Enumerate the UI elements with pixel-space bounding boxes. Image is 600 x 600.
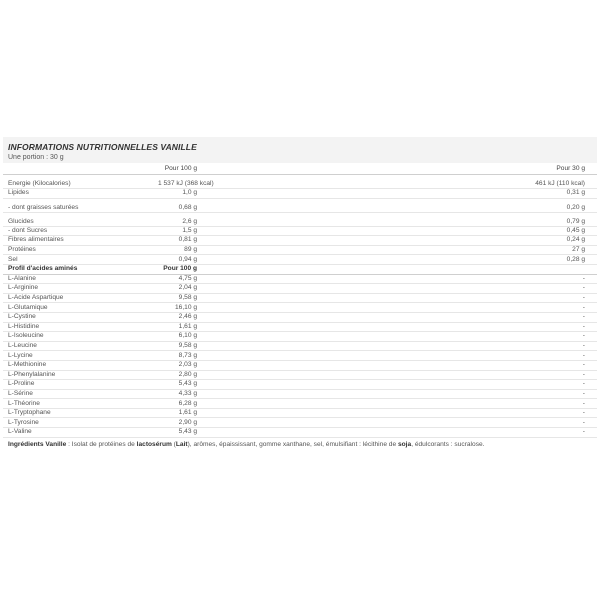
amino-acid-row [3, 274, 597, 284]
nutrition-header [3, 137, 597, 163]
value-per30: - [397, 284, 597, 294]
amino-section-label: Profil d'acides aminés [3, 264, 153, 274]
ingredients-text-3: ), arômes, épaississant, gomme xanthane, sel, émulsifiant : lécithine de [187, 440, 398, 448]
nutrient-name: L-Sérine [3, 389, 153, 399]
value-per100: 9,58 g [153, 293, 397, 303]
header-per100: Pour 100 g [153, 163, 397, 175]
amino-acid-row [3, 322, 597, 332]
value-per30: - [397, 351, 597, 361]
value-per100: 4,33 g [153, 389, 397, 399]
header-empty [3, 163, 153, 175]
nutrition-row [3, 189, 597, 199]
value-per100: 1 537 kJ (368 kcal) [153, 175, 397, 189]
nutrient-name: Fibres alimentaires [3, 236, 153, 246]
nutrition-row [3, 212, 597, 226]
value-per30: 0,24 g [397, 236, 597, 246]
nutrient-name: L-Proline [3, 380, 153, 390]
nutrient-name: L-Tryptophane [3, 408, 153, 418]
ingredient-lait: Lait [175, 440, 188, 448]
ingredient-lactoserum: lactosérum [136, 440, 172, 448]
nutrient-name: Protéines [3, 245, 153, 255]
value-per30: - [397, 399, 597, 409]
value-per30: - [397, 360, 597, 370]
value-per100: 89 g [153, 245, 397, 255]
nutrient-name: L-Phenylalanine [3, 370, 153, 380]
value-per30: - [397, 303, 597, 313]
value-per30: - [397, 380, 597, 390]
value-per30: 0,45 g [397, 226, 597, 236]
value-per30: - [397, 312, 597, 322]
amino-acid-row [3, 303, 597, 313]
nutrient-name: L-Arginine [3, 284, 153, 294]
value-per30: 0,28 g [397, 255, 597, 265]
value-per100: 0,81 g [153, 236, 397, 246]
nutrition-panel [3, 137, 597, 466]
amino-acid-row [3, 428, 597, 438]
value-per100: 5,43 g [153, 380, 397, 390]
nutrient-name: L-Lycine [3, 351, 153, 361]
ingredient-soja: soja [397, 440, 412, 448]
value-per30: - [397, 428, 597, 438]
amino-acid-row [3, 351, 597, 361]
value-per100: 2,03 g [153, 360, 397, 370]
nutrient-name: Sel [3, 255, 153, 265]
nutrition-row [3, 236, 597, 246]
amino-acid-row [3, 418, 597, 428]
amino-acid-row [3, 360, 597, 370]
nutrient-name: L-Cystine [3, 312, 153, 322]
value-per100: 0,94 g [153, 255, 397, 265]
value-per100: 9,58 g [153, 341, 397, 351]
value-per100: 1,5 g [153, 226, 397, 236]
header-per30: Pour 30 g [397, 163, 597, 175]
nutrient-name: Energie (Kilocalories) [3, 175, 153, 189]
value-per30: - [397, 293, 597, 303]
amino-acid-row [3, 399, 597, 409]
nutrient-name: L-Isoleucine [3, 332, 153, 342]
nutrient-name: L-Leucine [3, 341, 153, 351]
nutrient-name: L-Histidine [3, 322, 153, 332]
nutrient-name: L-Alanine [3, 274, 153, 284]
value-per100: 6,28 g [153, 399, 397, 409]
nutrient-name: L-Acide Aspartique [3, 293, 153, 303]
nutrient-name: L-Methionine [3, 360, 153, 370]
value-per30: 0,31 g [397, 189, 597, 199]
nutrient-name: L-Valine [3, 428, 153, 438]
amino-section-per100: Pour 100 g [153, 264, 397, 274]
value-per100: 1,61 g [153, 408, 397, 418]
value-per100: 2,46 g [153, 312, 397, 322]
nutrition-row [3, 175, 597, 189]
value-per30: - [397, 332, 597, 342]
value-per30: - [397, 389, 597, 399]
value-per100: 1,0 g [153, 189, 397, 199]
value-per100: 1,61 g [153, 322, 397, 332]
value-per100: 0,68 g [153, 198, 397, 212]
value-per100: 2,6 g [153, 212, 397, 226]
ingredients-label: Ingrédients Vanille [8, 440, 67, 448]
nutrient-name: Glucides [3, 212, 153, 226]
nutrition-table [3, 163, 597, 438]
nutrition-title: INFORMATIONS NUTRITIONNELLES VANILLE [8, 142, 197, 152]
nutrient-name: - dont Sucres [3, 226, 153, 236]
value-per100: 2,04 g [153, 284, 397, 294]
nutrient-name: - dont graisses saturées [3, 198, 153, 212]
value-per30: 0,20 g [397, 198, 597, 212]
value-per30: - [397, 370, 597, 380]
value-per100: 5,43 g [153, 428, 397, 438]
nutrient-name: L-Tyrosine [3, 418, 153, 428]
ingredients-text-1: : Isolat de protéines de [66, 440, 137, 448]
amino-acid-row [3, 312, 597, 322]
value-per30: - [397, 408, 597, 418]
ingredients-text-2: ( [171, 440, 176, 448]
ingredients-line [3, 438, 597, 451]
value-per30: - [397, 274, 597, 284]
amino-acid-row [3, 389, 597, 399]
nutrition-row [3, 226, 597, 236]
nutrient-name: Lipides [3, 189, 153, 199]
nutrient-name: L-Théorine [3, 399, 153, 409]
value-per30: 27 g [397, 245, 597, 255]
amino-acid-row [3, 293, 597, 303]
value-per100: 6,10 g [153, 332, 397, 342]
value-per100: 8,73 g [153, 351, 397, 361]
amino-acid-row [3, 284, 597, 294]
value-per30: 461 kJ (110 kcal) [397, 175, 597, 189]
amino-acid-row [3, 341, 597, 351]
nutrition-row [3, 255, 597, 265]
amino-acid-row [3, 380, 597, 390]
value-per30: - [397, 322, 597, 332]
value-per100: 4,75 g [153, 274, 397, 284]
ingredients-text-4: , édulcorants : sucralose. [411, 440, 485, 448]
amino-acid-row [3, 332, 597, 342]
value-per100: 2,90 g [153, 418, 397, 428]
portion-size: Une portion : 30 g [8, 154, 64, 161]
nutrient-name: L-Glutamique [3, 303, 153, 313]
value-per30: - [397, 341, 597, 351]
value-per100: 16,10 g [153, 303, 397, 313]
table-header-row [3, 163, 597, 175]
value-per30: 0,79 g [397, 212, 597, 226]
value-per30: - [397, 418, 597, 428]
value-per100: 2,80 g [153, 370, 397, 380]
nutrition-row [3, 245, 597, 255]
amino-acid-row [3, 370, 597, 380]
nutrition-row [3, 198, 597, 212]
amino-section-header [3, 264, 597, 274]
amino-section-empty [397, 264, 597, 274]
amino-acid-row [3, 408, 597, 418]
